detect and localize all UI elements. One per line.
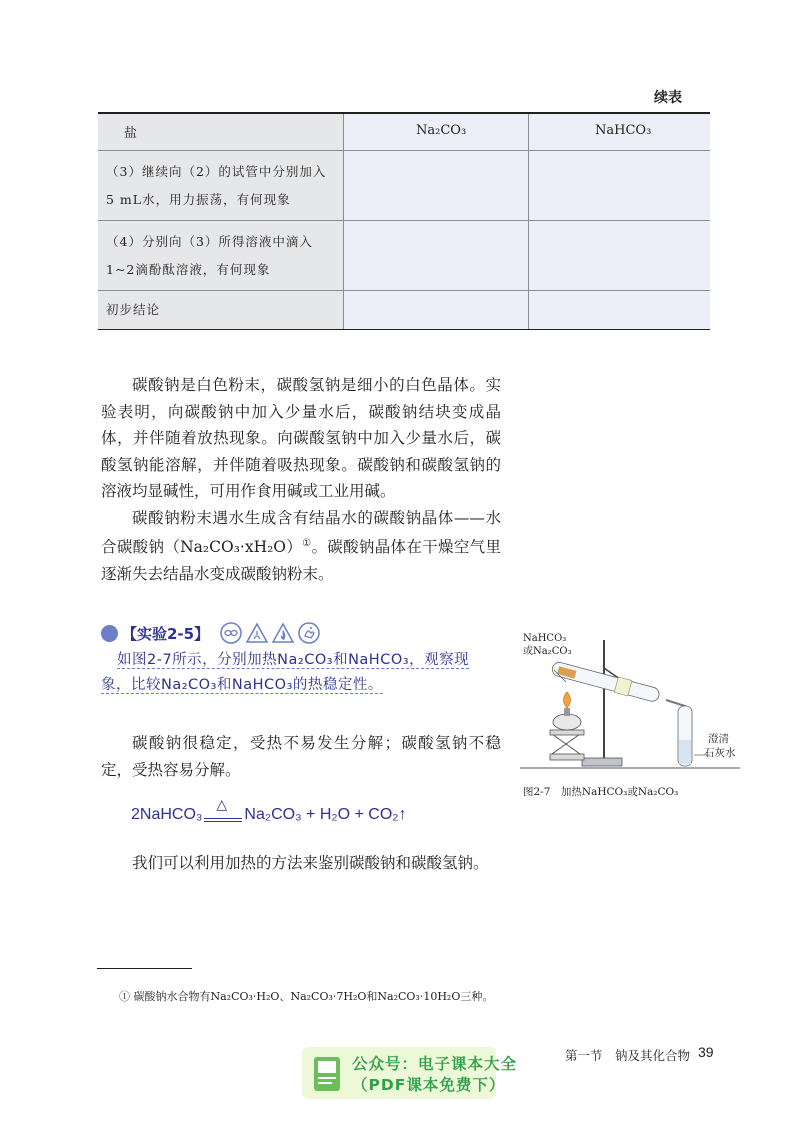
safety-icons [220,622,320,644]
paragraph-hydrate: 碳酸钠粉末遇水生成含有结晶水的碳酸钠晶体——水合碳酸钠（Na₂CO₃·xH₂O）①。碳酸钠晶体在干燥空气里逐渐失去结晶水变成碳酸钠粉末。 [101,508,501,583]
equation-rhs: Na₂CO₃ + H₂O + CO₂↑ [244,806,407,823]
decomposition-equation [131,796,407,824]
experiment-instructions [101,648,501,698]
table-header-salt: 盐 [124,126,138,141]
table-header-na2co3: Na₂CO₃ [416,123,467,138]
watermark-line-1: 公众号：电子课本大全 [352,1055,518,1073]
figure-caption: 图2-7 加热NaHCO₃或Na₂CO₃ [523,786,679,798]
experiment-line-1: 如图2-7所示，分别加热Na₂CO₃和NaHCO₃，观察现 [117,652,470,668]
experiment-marker-icon [101,625,118,642]
figure-heating-apparatus [520,630,740,775]
heat-warning-icon [246,622,268,644]
table-row-4-line2: 1~2滴酚酞溶液，有何现象 [106,262,271,277]
fire-warning-icon [272,622,294,644]
section-title-footer: 第一节 钠及其化合物 [565,1048,691,1063]
experiment-title: 【实验2-5】 [122,625,210,643]
table-header-nahco3: NaHCO₃ [595,123,652,138]
table-row-3-line1: （3）继续向（2）的试管中分别加入 [106,164,327,179]
observation-table [98,112,710,330]
experiment-line-2: 象，比较Na₂CO₃和NaHCO₃的热稳定性。 [101,677,383,693]
stability-text: 碳酸钠很稳定，受热不易发生分解；碳酸氢钠不稳定，受热容易分解。 [101,734,501,779]
continued-table-label: 续表 [654,90,682,106]
body-text-block [101,372,501,587]
table-row-4-line1: （4）分别向（3）所得溶液中滴入 [106,234,313,249]
footnote-divider [97,968,192,969]
book-icon [312,1053,342,1095]
figure-label-tube: NaHCO₃ 或Na₂CO₃ [523,633,572,657]
goggles-icon [220,622,242,644]
figure-label-limewater: 澄清 石灰水 [704,733,736,759]
watermark-line-2: （PDF课本免费下） [352,1076,506,1094]
equation-condition: △ [204,802,242,824]
page-number: 39 [698,1044,714,1060]
footnote: ① 碳酸钠水合物有Na₂CO₃·H₂O、Na₂CO₃·7H₂O和Na₂CO₃·10H₂O三种。 [119,990,494,1003]
hand-wash-icon [298,622,320,644]
identification-text: 我们可以利用加热的方法来鉴别碳酸钠和碳酸氢钠。 [132,854,489,872]
equation-lhs: 2NaHCO₃ [131,806,203,823]
table-row-conclusion: 初步结论 [106,302,161,317]
table-row-3-line2: 5 mL水，用力振荡，有何现象 [106,192,291,207]
paragraph-properties: 碳酸钠是白色粉末，碳酸氢钠是细小的白色晶体。实验表明，向碳酸钠中加入少量水后，碳酸钠结块变成晶体，并伴随着放热现象。向碳酸氢钠中加入少量水后，碳酸氢钠能溶解，并伴随着吸热现象。碳酸钠和碳酸氢钠的溶液均显碱性，可用作食用碱或工业用碱。 [101,376,501,500]
